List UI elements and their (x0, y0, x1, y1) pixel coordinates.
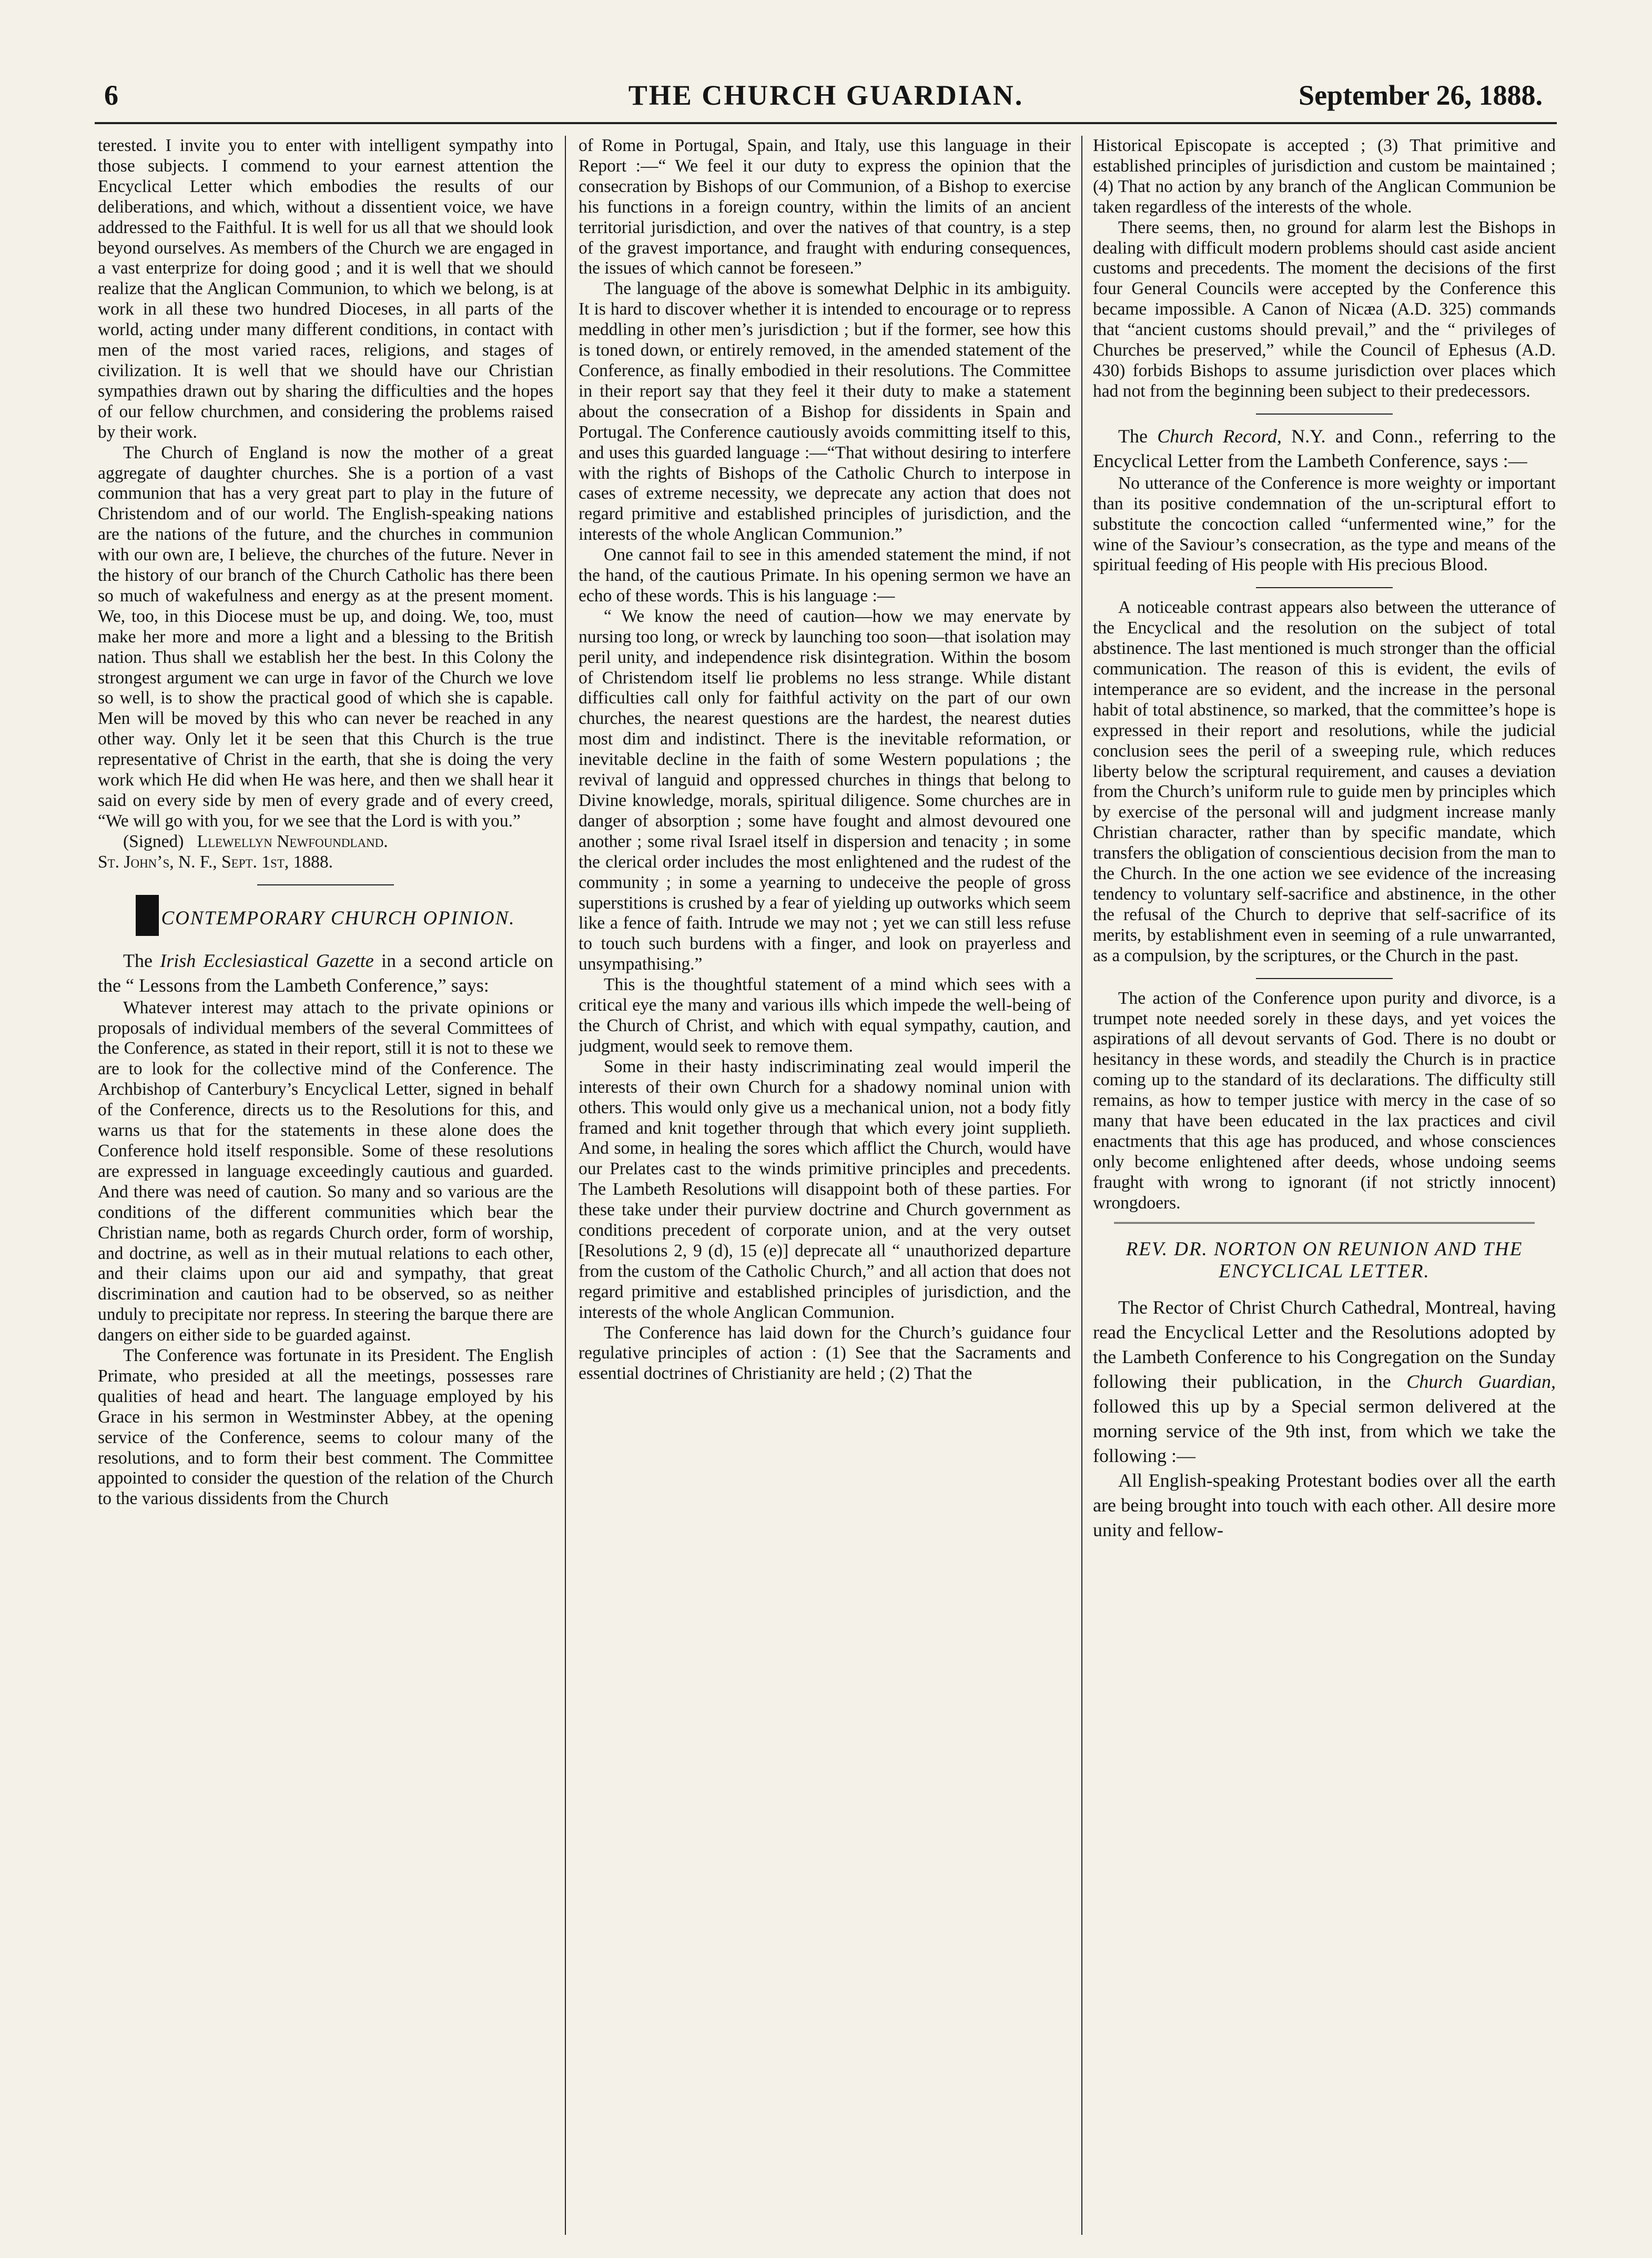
article-intro: The Rector of Christ Church Cathedral, Montreal, having read the Encyclical Letter and the Resolutions adopted by the Lambeth Conference to his Congregation on the Sunday following their publication, in the Church Guardian, followed this up by a Special sermon delivered at the morning service of the 9th inst, from which we take the following :— (1093, 1296, 1556, 1466)
article-paragraph: terested. I invite you to enter with intelligent sympathy into those subjects. I commend to your earnest attention the Encyclical Letter which embodies the results of our deliberations, and which, without a dissentient voice, we have addressed to the Faithful. It is well for us all that we should look beyond ourselves. As members of the Church we are engaged in a vast enterprize for doing good ; and it is well that we should realize that the Anglican Communion, to which we belong, is at work in all these two hundred Dioceses, in all parts of the world, acting under many different conditions, in contact with men of the most varied races, religions, and stages of civilization. It is well that we should have our Christian sympathies drawn out by sharing the difficulties and the hopes of our fellow churchmen, and considering the problems raised by their work. (98, 136, 553, 442)
article-paragraph: This is the thoughtful statement of a mind which sees with a critical eye the many and various ills which impede the well-being of the Church of Christ, and which with equal sympathy, caution, and judgment, would seek to remove them. (579, 975, 1071, 1056)
column-1 (98, 136, 553, 2235)
section-rule (257, 884, 394, 885)
section-heading: REV. DR. NORTON ON REUNION AND THE ENCYCLICAL LETTER. (1126, 1238, 1523, 1282)
signature-place: St. John’s, N. F., Sept. 1st, 1888. (98, 852, 333, 872)
article-paragraph: The Conference was fortunate in its President. The English Primate, who presided at all the meetings, possesses rare qualities of head and heart. The language employed by his Grace in his sermon in Westminster Abbey, at the opening service of the Conference, seems to colour many of the resolutions, and to form their best comment. The Committee appointed to consider the question of the relation of the Church to the various dissidents from the Church (98, 1346, 553, 1509)
publication-name: Irish Ecclesiastical Gazette (160, 950, 374, 971)
column-separator (1081, 136, 1082, 2235)
signature-line (98, 832, 553, 852)
ornament-block (136, 895, 159, 936)
article-paragraph: The Church of England is now the mother of a great aggregate of daughter churches. She is a portion of a vast communion that has a very great part to play in the future of Christendom and of our world. The English-speaking nations are the nations of the future, and the churches in communion with our own are, I believe, the churches of the future. Never in the history of our branch of the Church Catholic has there been so much of wakefulness and energy as at the present moment. We, too, in this Diocese must be up, and doing. We, too, must make her more and more a light and a blessing to the British nation. Thus shall we establish her the best. In this Colony the strongest argument we can urge in favor of the Church we love so well, is to show the practical good of which she is capable. Men will be moved by this who can never be reached in any other way. Only let it be seen that this Church is the true representative of Christ in the earth, that she is doing the very work which He did when He was here, and then we shall hear it said on every side by men of every grade and of every creed, “We will go with you, for we see that the Lord is with you.” (98, 442, 553, 831)
column-3 (1093, 136, 1556, 2235)
article-paragraph: The action of the Conference upon purity and divorce, is a trumpet note needed sorely in these days, and yet voices the aspirations of all devout servants of God. There is no doubt or hesitancy in these words, and steadily the Church is in practice coming up to the standard of its declarations. The difficulty still remains, as how to temper justice with mercy in the case of so many that have been educated in the lax practices and civil enactments that this age has produced, and whose consciences only become enlightened after deeds, whose undoing seems fraught with wrong to ignorant (if not strictly innocent) wrongdoers. (1093, 988, 1556, 1213)
article-paragraph: Some in their hasty indiscriminating zeal would imperil the interests of their own Church for a shadowy nominal union with others. This would only give us a mechanical union, not a body fitly framed and knit together through that which every joint supplieth. And some, in healing the sores which afflict the Church, would have our Prelates cast to the winds primitive principles and precedents. The Lambeth Resolutions will disappoint both of these parties. For these take under their purview doctrine and Church government as conditions precedent of corporate union, and at the very outset [Resolutions 2, 9 (d), 15 (e)] deprecate all “ unauthorized departure from the custom of the Catholic Church,” and all action that does not regard primitive and established principles of jurisdiction, and the interests of the whole Anglican Communion. (579, 1056, 1071, 1322)
article-paragraph: Whatever interest may attach to the private opinions or proposals of individual members of the several Committees of the Conference, as stated in their report, still it is not to these we are to look for the collective mind of the Conference. The Archbishop of Canterbury’s Encyclical Letter, signed in behalf of the Conference, directs us to the Resolutions for this, and warns us that for the statements in these alone does the Conference hold itself responsible. Some of these resolutions are expressed in language exceedingly cautious and guarded. And there was need of caution. So many and so various are the conditions of the different communities which bear the Christian name, both as regards Church order, form of worship, and doctrine, as well as in their mutual relations to each other, and their claims upon our aid and sympathy, that great discrimination and caution had to be observed, so as neither unduly to precipitate nor repress. In steering the barque there are dangers on either side to be guarded against. (98, 997, 553, 1345)
issue-date: September 26, 1888. (1299, 79, 1543, 111)
article-intro: The Church Record, N.Y. and Conn., referring to the Encyclical Letter from the Lambeth Conference, says :— (1093, 425, 1556, 471)
publication-name: Church Guardian, (1406, 1370, 1556, 1392)
article-paragraph: Historical Episcopate is accepted ; (3) That primitive and established principles of jurisdiction and custom be maintained ; (4) That no action by any branch of the Anglican Communion be taken regardless of the interests of the whole. (1093, 136, 1556, 217)
article-paragraph: of Rome in Portugal, Spain, and Italy, use this language in their Report :—“ We feel it our duty to express the opinion that the consecration by Bishops of our Communion, of a Bishop to exercise his functions in a foreign country, within the limits of an ancient territorial jurisdiction, and over the natives of that country, is a step of the gravest importance, and fraught with enduring consequences, the issues of which cannot be foreseen.” (579, 136, 1071, 278)
article-paragraph: A noticeable contrast appears also between the utterance of the Encyclical and the resolution on the subject of total abstinence. The last mentioned is much stronger than the official communication. The reason of this is evident, the evils of intemperance are so evident, and the increase in the personal habit of total abstinence, so marked, that the committee’s hope is expressed in their report and resolutions, while the judicial conclusion sees the peril of a sweeping rule, which reduces liberty below the scriptural requirement, and causes a deviation from the Church’s uniform rule to guide men by principles which by exercise of the personal will and judgment increase manly Christian character, rather than by specific mandate, which transfers the obligation of conscientious decision from the man to the Church. In the one action we see evidence of the increasing tendency to voluntary self-sacrifice and abstinence, in the other the refusal of the Church to deprive that self-sacrifice of its merits, by establishment even in seeming of a rule unwarranted, as a compulsion, by the scriptures, or the Church in the past. (1093, 598, 1556, 965)
page-number: 6 (104, 79, 118, 111)
signed-name: Llewellyn Newfoundland. (197, 831, 388, 851)
quotation-paragraph: “ We know the need of caution—how we may enervate by nursing too long, or wreck by launching too soon—that isolation may peril unity, and independence risk disintegration. Within the bosom of Christendom itself lie problems no less strange. While distant difficulties call only for faithful activity on the part of our own churches, the nearest questions are the hardest, the nearest duties most dim and indistinct. There is the inevitable reformation, or inevitable decline in the faith of some Western populations ; the revival of languid and oppressed churches in things that belong to Divine knowledge, morals, spiritual diligence. Some churches are in danger of absorption ; some have fought and almost devoured one another ; some rival Israel itself in dispersion and tenacity ; in some the clerical order includes the most enlightened and the rudest of the community ; in some a yearning to undeceive the people of gross superstitions is crushed by a fear of yielding up outworks which seem like a fence of faith. Intrude we may not ; yet we can still less refuse to touch such burdens with a finger, and look on prayerless and unsympathising.” (579, 606, 1071, 974)
signed-label: (Signed) (123, 831, 184, 851)
header-rule (95, 122, 1557, 124)
section-rule (1256, 978, 1393, 979)
section-double-rule (1114, 1222, 1535, 1226)
section-heading (98, 895, 553, 936)
column-separator (565, 136, 566, 2235)
article-paragraph: No utterance of the Conference is more weighty or important than its positive condemnation of the un-scriptural effort to substitute the concoction called “unfermented wine,” for the wine of the Saviour’s consecration, as the type and means of the spiritual feeding of His people with His precious Blood. (1093, 473, 1556, 575)
masthead-title: THE CHURCH GUARDIAN. (628, 79, 1024, 111)
publication-name: Church Record, (1157, 425, 1282, 447)
section-rule (1256, 587, 1393, 588)
column-2 (579, 136, 1071, 2235)
section-heading-text: CONTEMPORARY CHURCH OPINION. (161, 907, 515, 929)
article-paragraph: The language of the above is somewhat Delphic in its ambiguity. It is hard to discover whether it is intended to encourage or to repress meddling in other men’s jurisdiction ; but if the former, see how this is toned down, or entirely removed, in the amended statement of the Conference, as finally embodied in their resolutions. The Committee in their report say that they feel it their duty to make a statement about the consecration of a Bishop for dissidents in Spain and Portugal. The Conference cautiously avoids committing itself to this, and uses this guarded language :—“That without desiring to interfere with the rights of Bishops of the Catholic Church to interpose in cases of extreme necessity, we deprecate any action that does not regard primitive and established principles of jurisdiction, and the interests of the whole Anglican Communion.” (579, 279, 1071, 545)
article-paragraph: All English-speaking Protestant bodies over all the earth are being brought into touch with each other. All desire more unity and fellow- (1093, 1469, 1556, 1540)
article-paragraph: The Conference has laid down for the Church’s guidance four regulative principles of action : (1) See that the Sacraments and essential doctrines of Christianity are held ; (2) That the (579, 1323, 1071, 1384)
article-paragraph: One cannot fail to see in this amended statement the mind, if not the hand, of the cautious Primate. In his opening sermon we have an echo of these words. This is his language :— (579, 545, 1071, 606)
article-intro: The Irish Ecclesiastical Gazette in a second article on the “ Lessons from the Lambeth Conference,” says: (98, 950, 553, 996)
article-paragraph: There seems, then, no ground for alarm lest the Bishops in dealing with difficult modern problems should cast aside ancient customs and precedents. The moment the decisions of the first four General Councils were accepted by the Conference this became impossible. A Canon of Nicæa (A.D. 325) commands that “ancient customs should prevail,” and the “ privileges of Churches be preserved,” while the Council of Ephesus (A.D. 430) forbids Bishops to assume jurisdiction over places which had not from the beginning been subject to their predecessors. (1093, 217, 1556, 401)
section-rule (1256, 414, 1393, 415)
